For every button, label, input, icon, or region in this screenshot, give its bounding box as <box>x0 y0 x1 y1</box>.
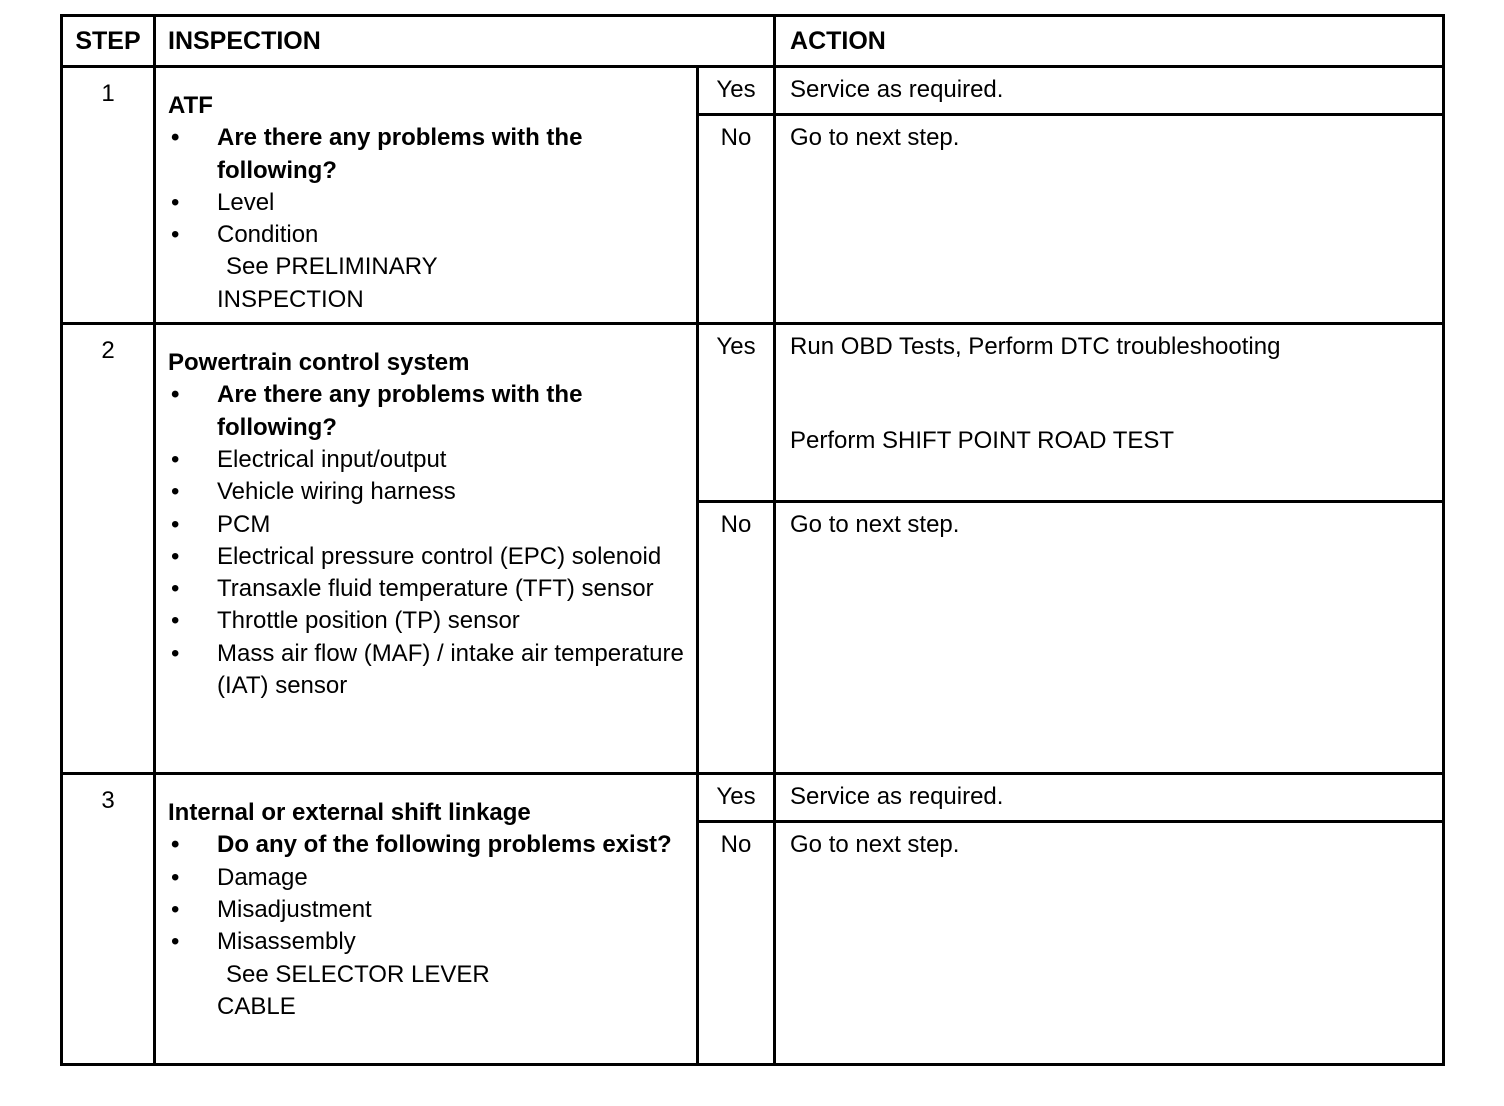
bullet-icon: • <box>171 542 180 570</box>
no-label: No <box>698 115 775 324</box>
question-text: Are there any problems with the following? <box>217 124 583 184</box>
inspection-header: INSPECTION <box>155 16 775 67</box>
inspection-list <box>168 829 686 958</box>
yes-action: Run OBD Tests, Perform DTC troubleshooting <box>790 333 1281 361</box>
step-number: 3 <box>62 774 155 1065</box>
step-1-inspection <box>155 67 698 324</box>
bullet-icon: • <box>171 188 180 216</box>
item-text: Level <box>217 188 275 216</box>
inspection-table <box>60 14 1445 1066</box>
bullet-icon: • <box>171 607 180 635</box>
action-spacer <box>790 361 1432 427</box>
no-label: No <box>698 822 775 1065</box>
inspection-title: Internal or external shift linkage <box>168 799 531 827</box>
see-reference-line2: CABLE <box>217 992 296 1020</box>
inspection-document <box>60 14 1445 1066</box>
see-reference-line1: See PRELIMINARY <box>226 253 438 281</box>
list-item <box>168 379 686 444</box>
bullet-icon: • <box>171 831 180 859</box>
yes-action: Service as required. <box>775 774 1444 822</box>
list-item <box>168 476 686 508</box>
yes-label: Yes <box>698 67 775 115</box>
item-text: Mass air flow (MAF) / intake air temperature (IAT) sensor <box>217 639 684 700</box>
step-1-yes-row <box>62 67 1444 115</box>
action-header: ACTION <box>775 16 1444 67</box>
bullet-icon: • <box>171 510 180 538</box>
item-text: Misassembly <box>217 928 356 956</box>
see-reference-line2: INSPECTION <box>217 285 364 313</box>
bullet-icon: • <box>171 478 180 506</box>
list-item <box>168 219 686 251</box>
list-item <box>168 122 686 187</box>
step-header: STEP <box>62 16 155 67</box>
list-item <box>168 573 686 605</box>
list-item <box>168 605 686 637</box>
bullet-icon: • <box>171 445 180 473</box>
item-text: Vehicle wiring harness <box>217 478 456 506</box>
list-item <box>168 444 686 476</box>
no-label: No <box>698 502 775 774</box>
list-item <box>168 638 686 703</box>
bullet-icon: • <box>171 381 180 409</box>
bullet-icon: • <box>171 575 180 603</box>
inspection-title: Powertrain control system <box>168 349 470 377</box>
step-number: 2 <box>62 324 155 774</box>
yes-action-secondary: Perform SHIFT POINT ROAD TEST <box>790 427 1175 455</box>
inspection-list <box>168 122 686 251</box>
bullet-icon: • <box>171 863 180 891</box>
bullet-icon: • <box>171 928 180 956</box>
step-2-inspection <box>155 324 698 774</box>
item-text: Transaxle fluid temperature (TFT) sensor <box>217 575 654 603</box>
list-item <box>168 541 686 573</box>
list-item <box>168 187 686 219</box>
no-action: Go to next step. <box>775 502 1444 774</box>
list-item <box>168 862 686 894</box>
item-text: Electrical input/output <box>217 445 447 473</box>
yes-action: Service as required. <box>775 67 1444 115</box>
item-text: Condition <box>217 221 319 249</box>
item-text: Misadjustment <box>217 895 372 923</box>
yes-label: Yes <box>698 324 775 502</box>
list-item <box>168 829 686 861</box>
header-row <box>62 16 1444 67</box>
step-number: 1 <box>62 67 155 324</box>
bullet-icon: • <box>171 124 180 152</box>
step-3-inspection <box>155 774 698 1065</box>
item-text: Throttle position (TP) sensor <box>217 607 520 635</box>
step-3-yes-row <box>62 774 1444 822</box>
see-reference <box>168 959 686 1024</box>
yes-action-cell <box>775 324 1444 502</box>
inspection-title: ATF <box>168 92 213 119</box>
bullet-icon: • <box>171 895 180 923</box>
item-text: Electrical pressure control (EPC) solenoid <box>217 542 662 570</box>
bullet-icon: • <box>171 639 180 667</box>
yes-label: Yes <box>698 774 775 822</box>
question-text: Are there any problems with the following? <box>217 381 583 441</box>
no-action: Go to next step. <box>775 822 1444 1065</box>
question-text: Do any of the following problems exist? <box>217 831 672 859</box>
bullet-icon: • <box>171 221 180 249</box>
list-item <box>168 509 686 541</box>
inspection-list <box>168 379 686 702</box>
see-reference-line1: See SELECTOR LEVER <box>226 960 490 988</box>
item-text: PCM <box>217 510 271 538</box>
item-text: Damage <box>217 863 308 891</box>
step-2-yes-row <box>62 324 1444 502</box>
list-item <box>168 894 686 926</box>
see-reference <box>168 251 686 316</box>
list-item <box>168 926 686 958</box>
no-action: Go to next step. <box>775 115 1444 324</box>
